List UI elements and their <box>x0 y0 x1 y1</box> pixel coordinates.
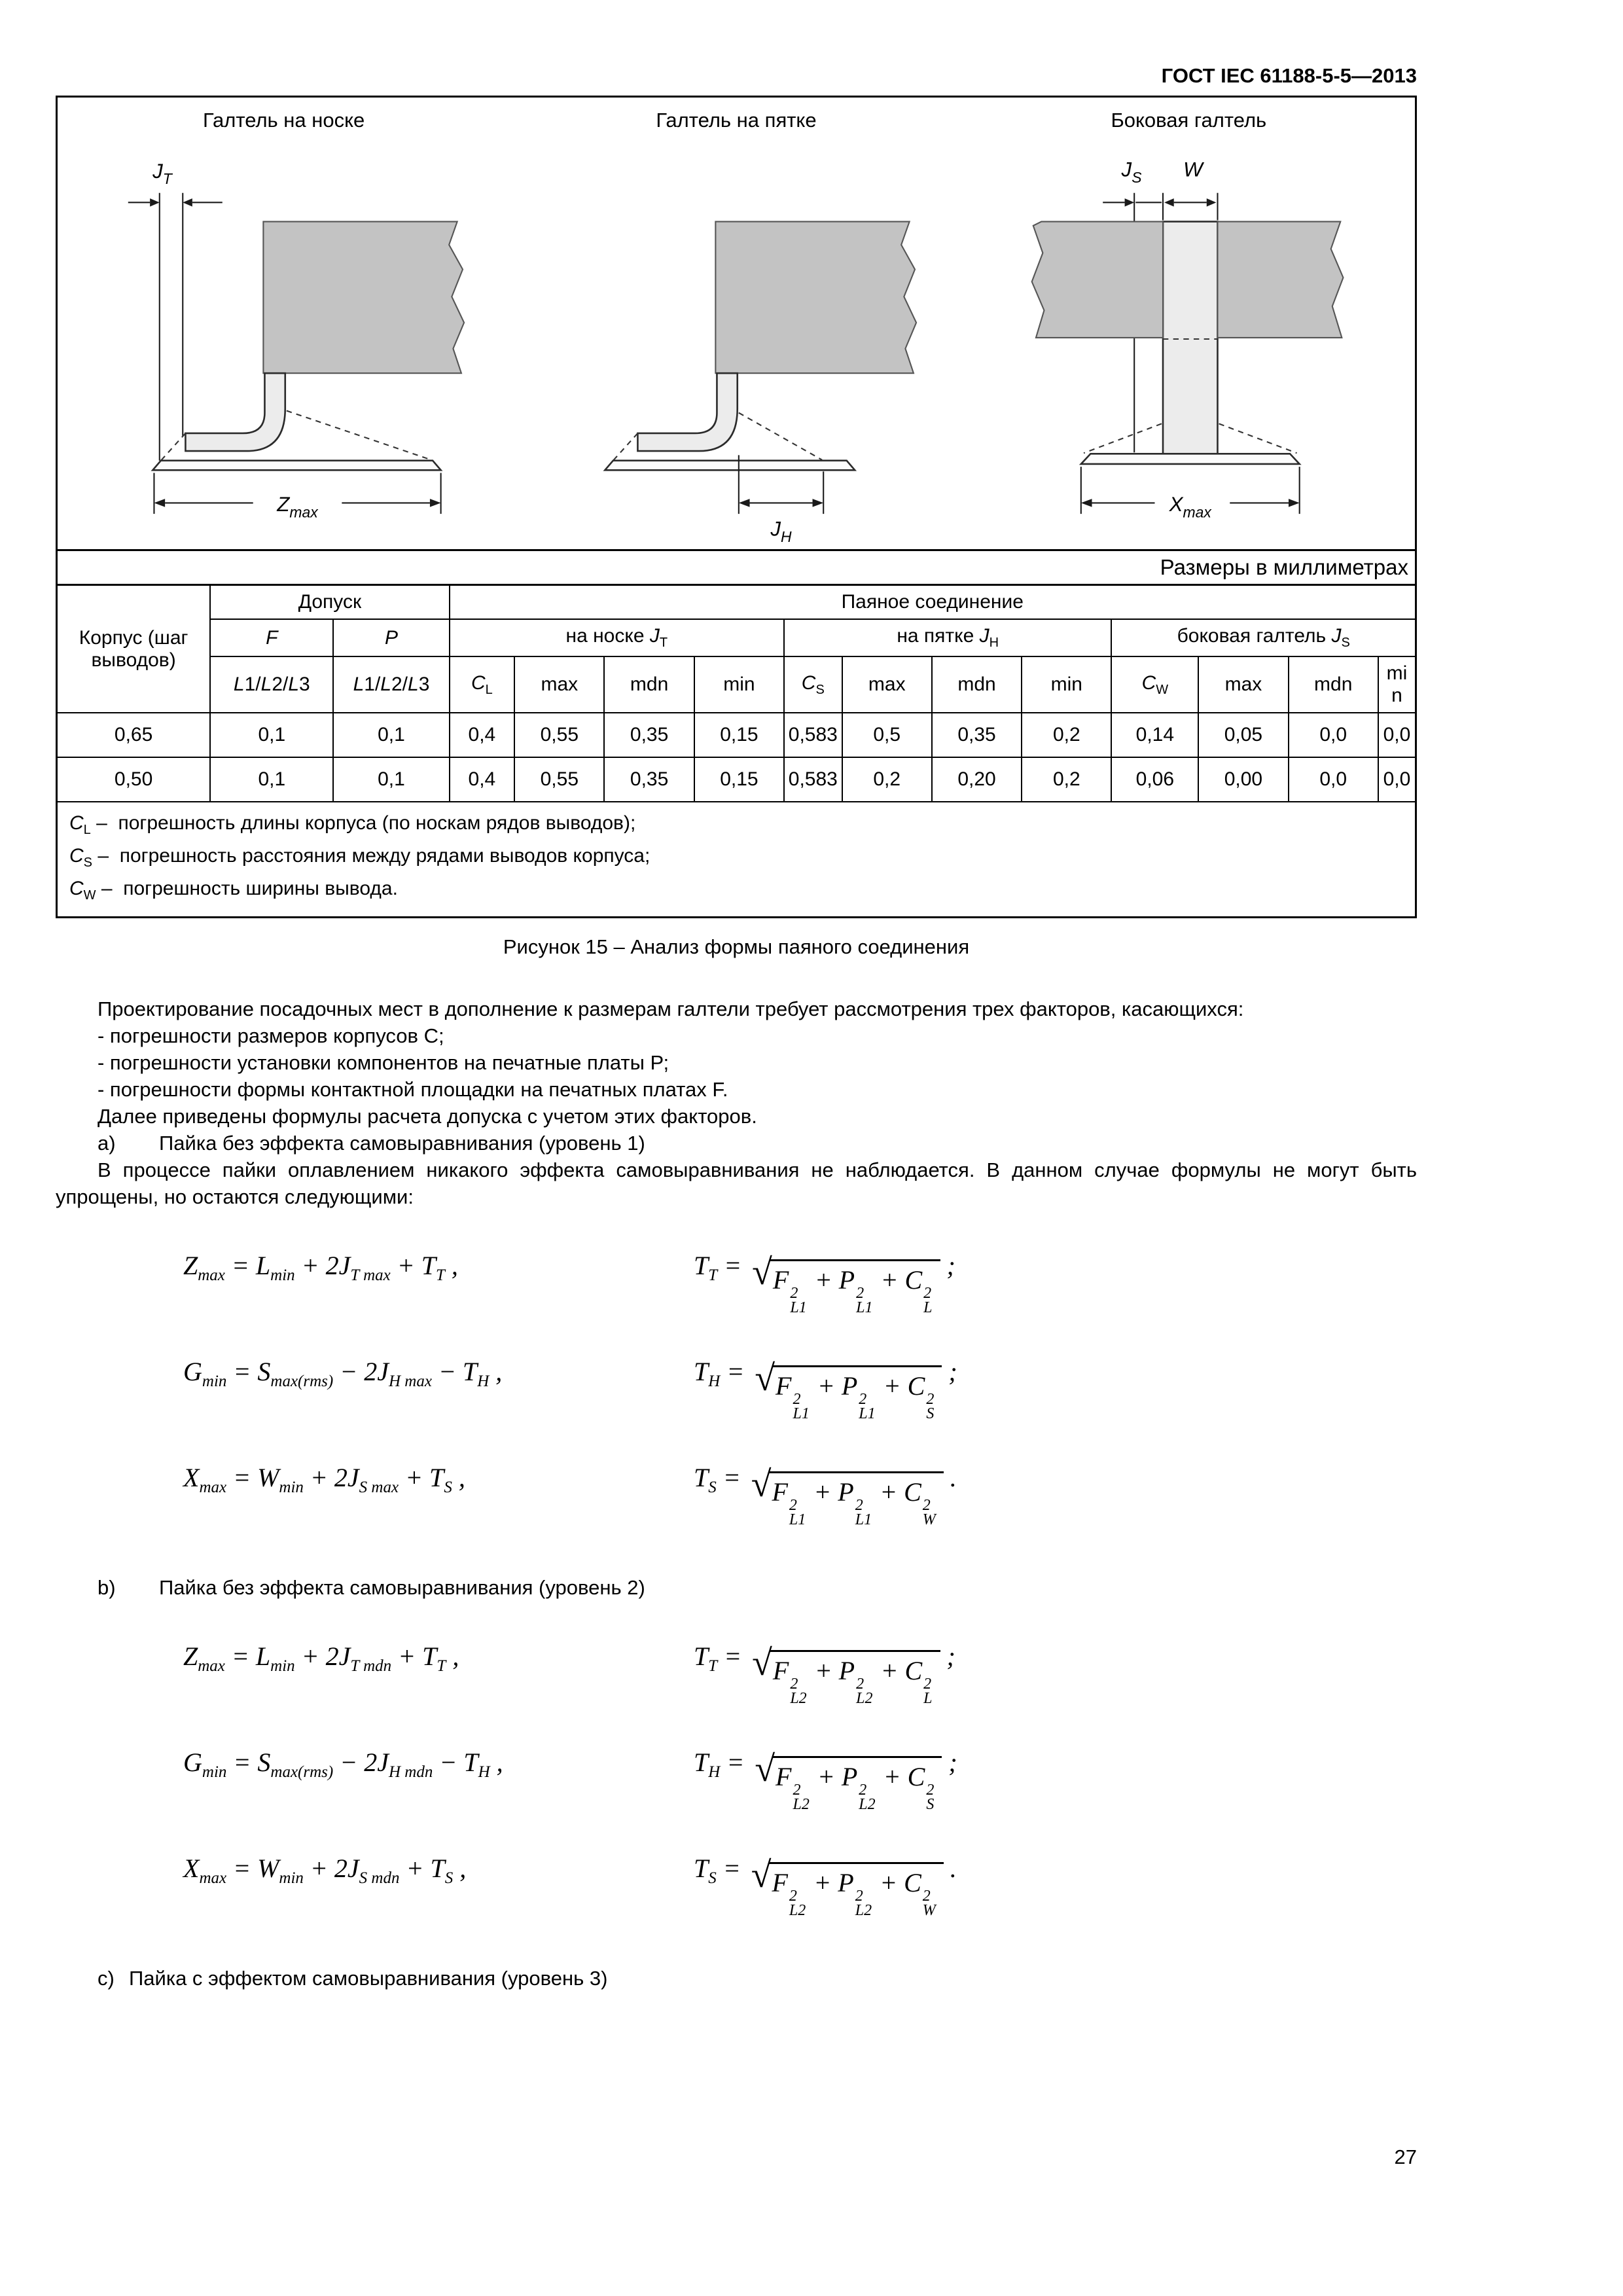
component-body <box>716 222 917 374</box>
table-cell: 0,1 <box>210 713 333 757</box>
table-cell: 0,4 <box>450 757 515 802</box>
table-cell: 0,1 <box>333 757 449 802</box>
section-b-title: Пайка без эффекта самовыравнивания (уровень 2) <box>159 1576 645 1599</box>
table-cell: 0,20 <box>932 757 1022 802</box>
table-header-row-1 <box>57 585 1416 620</box>
dim-jt <box>128 160 223 461</box>
section-a-title: Пайка без эффекта самовыравнивания (уровень 1) <box>159 1132 645 1155</box>
diagram-svg-toe <box>58 134 510 544</box>
dim-label-jh: $J_H$ <box>770 517 792 544</box>
table-header-cell: боковая галтель $J_S$ <box>1111 619 1416 656</box>
formula-left: $G_{min} = S_{max(rms)} - 2J_{H max} - T_H$ , <box>183 1357 503 1390</box>
list-item: - погрешности формы контактной площадки на печатных платах F. <box>98 1078 728 1101</box>
table-cell: 0,583 <box>784 713 842 757</box>
formula-row <box>183 1249 1417 1316</box>
table-header-cell: max <box>842 656 932 713</box>
note-line: $C_L$ – погрешность длины корпуса (по носкам рядов выводов); <box>69 812 636 837</box>
table-cell: 0,55 <box>514 757 604 802</box>
table-cell: 0,15 <box>694 757 784 802</box>
dim-label-jt: $J_T$ <box>152 159 172 188</box>
table-cell: 0,15 <box>694 713 784 757</box>
figure-caption: Рисунок 15 – Анализ формы паяного соединения <box>503 935 970 958</box>
page-number: 27 <box>1394 2145 1417 2168</box>
table-cell: 0,35 <box>932 713 1022 757</box>
table-cell: 0,1 <box>210 757 333 802</box>
diagram-svg-heel <box>510 134 962 544</box>
table-cell: 0,0 <box>1289 757 1378 802</box>
table-cell: 0,5 <box>842 713 932 757</box>
formula-left: $X_{max} = W_{min} + 2J_{S max} + T_S$ , <box>183 1463 465 1496</box>
table-cell: 0,35 <box>604 713 694 757</box>
formula-left: $Z_{max} = L_{min} + 2J_{T mdn} + T_T$ , <box>183 1641 459 1675</box>
formula-left: $G_{min} = S_{max(rms)} - 2J_{H mdn} - T_H$ , <box>183 1748 503 1781</box>
component-body <box>263 222 464 374</box>
table-header-row-3 <box>57 656 1416 713</box>
section-c-label: c) <box>98 1967 115 1990</box>
table-header-cell: Паяное соединение <box>450 585 1416 620</box>
section-a-heading <box>98 1130 1417 1157</box>
table-cell: 0,65 <box>57 713 211 757</box>
table-cell: 0,2 <box>1022 757 1111 802</box>
formula-right: $T_T$ = √ F 2 L2 + P 2 L2 + C 2 L ; <box>694 1641 955 1707</box>
table-header-cell: mdn <box>604 656 694 713</box>
table-cell: 0,06 <box>1111 757 1198 802</box>
dim-w <box>1164 158 1217 221</box>
formula-row <box>183 1746 1417 1813</box>
paragraph: В процессе пайки оплавлением никакого эффекта самовыравнивания не наблюдается. В данном случае формулы не могут быть упрощены, но остаются следующими: <box>56 1158 1417 1208</box>
table-cell: 0,55 <box>514 713 604 757</box>
paragraph: Далее приведены формулы расчета допуска с учетом этих факторов. <box>98 1105 757 1128</box>
note-line: $C_W$ – погрешность ширины вывода. <box>69 878 398 903</box>
table-cell: 0,00 <box>1198 757 1288 802</box>
table-cell: 0,2 <box>842 757 932 802</box>
table-cell: 0,14 <box>1111 713 1198 757</box>
diagram-heel-fillet <box>510 107 962 544</box>
table-header-cell: max <box>1198 656 1288 713</box>
list-item: - погрешности размеров корпусов С; <box>98 1024 444 1047</box>
formula-right: $T_T$ = √ F 2 L1 + P 2 L1 + C 2 L ; <box>694 1251 955 1316</box>
formula-right: $T_S$ = √ F 2 L2 + P 2 L2 + C 2 W . <box>694 1854 957 1919</box>
table-header-cell: mdn <box>932 656 1022 713</box>
units-note: Размеры в миллиметрах <box>56 551 1417 584</box>
formula-right: $T_H$ = √ F 2 L2 + P 2 L2 + C 2 S ; <box>694 1748 957 1813</box>
formula-row <box>183 1640 1417 1707</box>
table-cell: 0,35 <box>604 757 694 802</box>
page-content <box>56 0 1417 1992</box>
table-notes <box>57 802 1416 918</box>
table-header-cell: min <box>1022 656 1111 713</box>
table-notes-row <box>57 802 1416 918</box>
diagram-toe-fillet <box>58 107 510 544</box>
diagram-title-toe: Галтель на носке <box>203 109 365 132</box>
component-lead <box>185 373 285 451</box>
table-row <box>57 757 1416 802</box>
table-header-row-2 <box>57 619 1416 656</box>
solder-pad <box>605 461 855 471</box>
table-header-cell: mdn <box>1289 656 1378 713</box>
table-header-cell: L1/L2/L3 <box>210 656 333 713</box>
section-b-heading <box>98 1574 1417 1601</box>
list-item: - погрешности установки компонентов на печатные платы Р; <box>98 1051 669 1074</box>
formula-right: $T_H$ = √ F 2 L1 + P 2 L1 + C 2 S ; <box>694 1357 957 1422</box>
table-header-cell: $C_S$ <box>784 656 842 713</box>
component-lead <box>638 373 738 451</box>
formula-row <box>183 1852 1417 1919</box>
solder-pad <box>1080 454 1299 464</box>
table-header-cell: F <box>210 619 333 656</box>
section-a-label: a) <box>98 1132 116 1155</box>
dim-xmax <box>1080 467 1299 520</box>
table-header-cell: P <box>333 619 449 656</box>
diagram-title-side: Боковая галтель <box>1111 109 1267 132</box>
dim-zmax <box>154 473 440 520</box>
formula-left: $X_{max} = W_{min} + 2J_{S mdn} + T_S$ , <box>183 1854 467 1887</box>
table-cell: 0,583 <box>784 757 842 802</box>
table-cell: 0,0 <box>1289 713 1378 757</box>
section-c-heading <box>98 1965 1417 1992</box>
table-cell: 0,50 <box>57 757 211 802</box>
diagram-side-fillet <box>963 107 1415 544</box>
table-cell: 0,05 <box>1198 713 1288 757</box>
diagrams-row <box>58 107 1415 544</box>
formula-row <box>183 1355 1417 1422</box>
table-header-cell: на пятке $J_H$ <box>784 619 1111 656</box>
component-lead <box>1163 222 1217 454</box>
table-header-cell: max <box>514 656 604 713</box>
table-header-cell: Корпус (шаг выводов) <box>57 585 211 713</box>
dim-label-xmax: $X_{max}$ <box>1169 492 1211 521</box>
table-header-cell: min <box>694 656 784 713</box>
formula-row <box>183 1462 1417 1528</box>
doc-header: ГОСТ IEC 61188-5-5—2013 <box>1161 64 1417 87</box>
section-b-label: b) <box>98 1576 116 1599</box>
table-header-cell: $C_W$ <box>1111 656 1198 713</box>
paragraph: Проектирование посадочных мест в дополнение к размерам галтели требует рассмотрения трех факторов, касающихся: <box>98 997 1244 1020</box>
table-header-cell: L1/L2/L3 <box>333 656 449 713</box>
solder-joint-table <box>56 584 1417 918</box>
table-header-cell: min <box>1378 656 1416 713</box>
dim-label-w: W <box>1183 158 1203 181</box>
table-cell: 0,0 <box>1378 713 1416 757</box>
formula-right: $T_S$ = √ F 2 L1 + P 2 L1 + C 2 W . <box>694 1463 957 1528</box>
solder-pad <box>152 461 440 471</box>
table-row <box>57 713 1416 757</box>
diagram-svg-side <box>963 134 1415 544</box>
dim-label-zmax: $Z_{max}$ <box>277 492 318 521</box>
table-cell: 0,1 <box>333 713 449 757</box>
diagram-title-heel: Галтель на пятке <box>656 109 817 132</box>
formula-left: $Z_{max} = L_{min} + 2J_{T max} + T_T$ , <box>183 1251 458 1284</box>
table-header-cell: $C_L$ <box>450 656 515 713</box>
section-c-title: Пайка с эффектом самовыравнивания (уровень 3) <box>129 1967 608 1990</box>
table-header-cell: на носке $J_T$ <box>450 619 784 656</box>
table-cell: 0,0 <box>1378 757 1416 802</box>
note-line: $C_S$ – погрешность расстояния между рядами выводов корпуса; <box>69 845 651 870</box>
table-header-cell: Допуск <box>210 585 449 620</box>
table-cell: 0,4 <box>450 713 515 757</box>
figure-box <box>56 96 1417 551</box>
dim-label-js: $J_S$ <box>1121 158 1142 187</box>
table-cell: 0,2 <box>1022 713 1111 757</box>
